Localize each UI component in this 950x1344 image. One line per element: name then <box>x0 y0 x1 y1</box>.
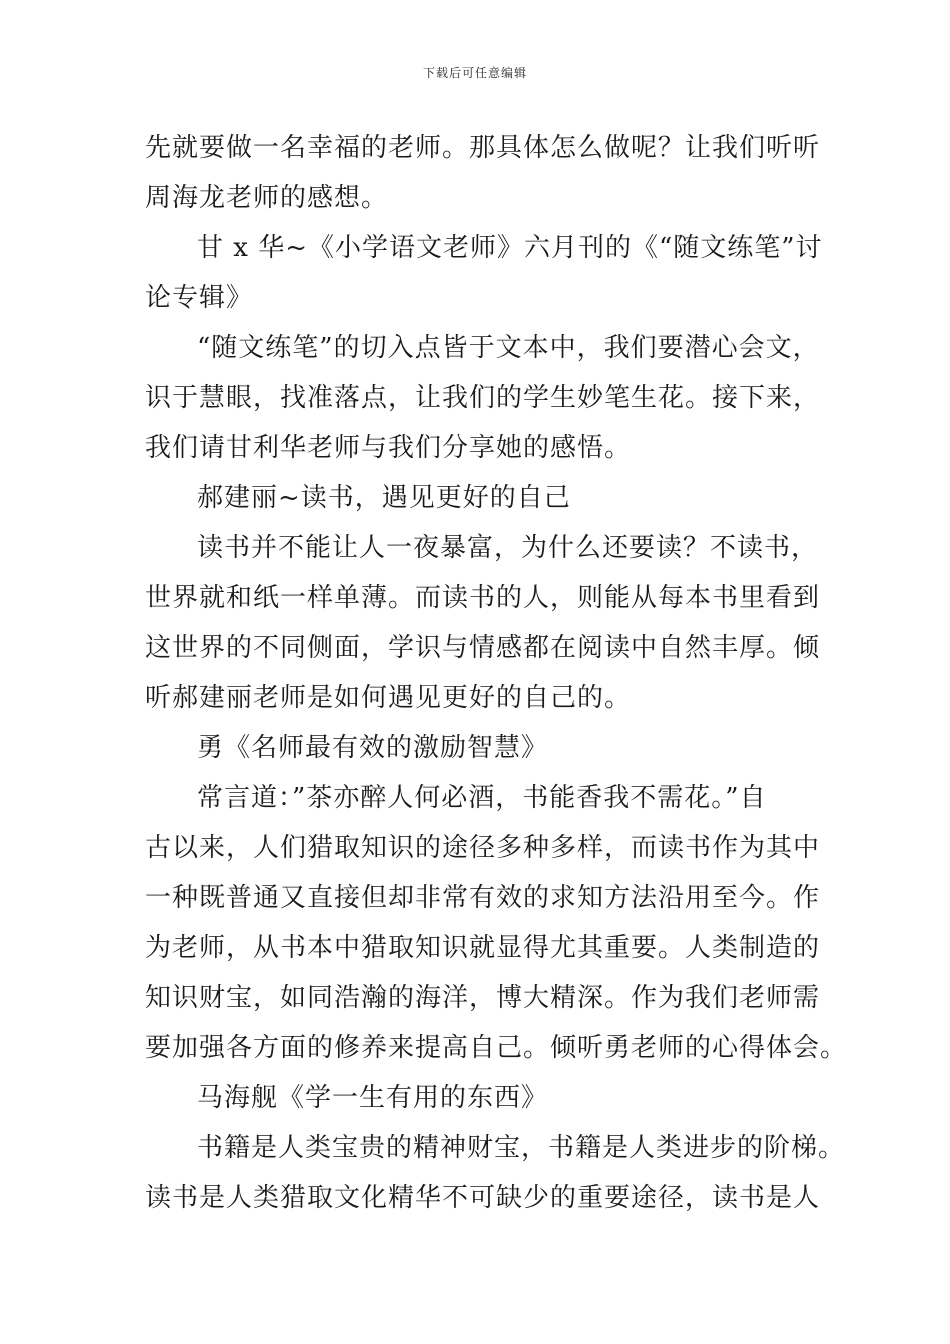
text-line: 我们请甘利华老师与我们分享她的感悟。 <box>145 433 632 463</box>
section-heading: 论专辑》 <box>145 283 254 313</box>
text-line: 世界就和纸一样单薄。而读书的人，则能从每本书里看到 <box>145 583 821 613</box>
text-line: 一种既普通又直接但却非常有效的求知方法沿用至今。作 <box>145 883 821 913</box>
text-line: 周海龙老师的感想。 <box>145 183 389 213</box>
section-heading: 甘 x 华~《小学语文老师》六月刊的《“随文练笔”讨 <box>197 233 823 263</box>
text-line: 先就要做一名幸福的老师。那具体怎么做呢？让我们听听 <box>145 133 821 163</box>
text-line: “随文练笔”的切入点皆于文本中，我们要潜心会文， <box>197 333 820 363</box>
text-line: 这世界的不同侧面，学识与情感都在阅读中自然丰厚。倾 <box>145 633 821 663</box>
section-heading: 马海舰《学一生有用的东西》 <box>197 1083 549 1113</box>
page-header: 下载后可任意编辑 <box>422 66 527 80</box>
text-line: 为老师，从书本中猎取知识就显得尤其重要。人类制造的 <box>145 933 821 963</box>
text-line: 常言道：”茶亦醉人何必酒，书能香我不需花。”自 <box>197 783 767 813</box>
text-line: 古以来，人们猎取知识的途径多种多样，而读书作为其中 <box>145 833 821 863</box>
section-heading: 郝建丽~读书，遇见更好的自己 <box>197 483 571 513</box>
text-line: 书籍是人类宝贵的精神财宝，书籍是人类进步的阶梯。 <box>197 1133 846 1163</box>
text-line: 读书并不能让人一夜暴富，为什么还要读？不读书， <box>197 533 819 563</box>
text-line: 要加强各方面的修养来提高自己。倾听勇老师的心得体会。 <box>145 1033 848 1063</box>
text-line: 听郝建丽老师是如何遇见更好的自己的。 <box>145 683 632 713</box>
text-line: 知识财宝，如同浩瀚的海洋，博大精深。作为我们老师需 <box>145 983 821 1013</box>
text-line: 读书是人类猎取文化精华不可缺少的重要途径，读书是人 <box>145 1183 821 1213</box>
section-heading: 勇《名师最有效的激励智慧》 <box>197 733 549 763</box>
text-line: 识于慧眼，找准落点，让我们的学生妙笔生花。接下来， <box>145 383 821 413</box>
